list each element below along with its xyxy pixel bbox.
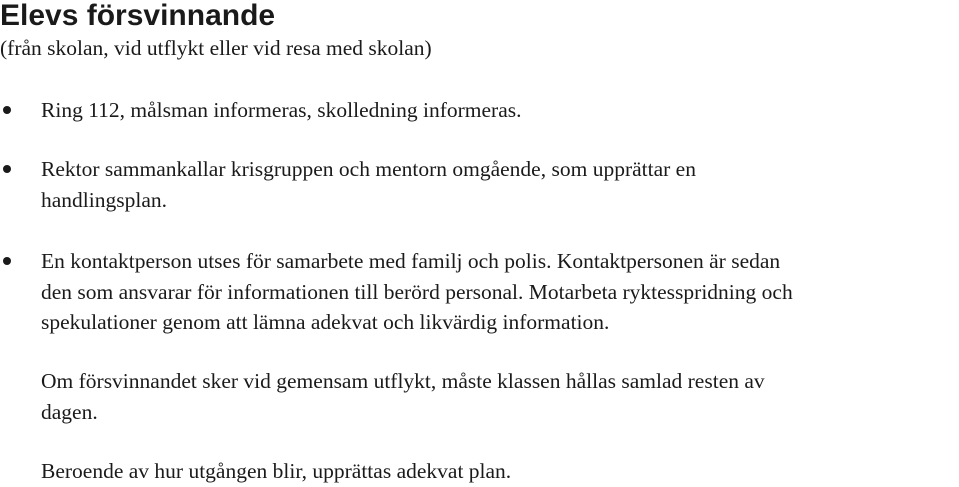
paragraph-text: dagen. — [41, 399, 98, 424]
bullet-icon — [3, 106, 11, 114]
list-item — [41, 154, 956, 215]
paragraph — [41, 456, 956, 487]
list-item — [41, 246, 956, 338]
list-item-text: handlingsplan. — [41, 187, 167, 212]
list-item-text: Ring 112, målsman informeras, skolledning informeras. — [41, 98, 522, 122]
list-item-text: spekulationer genom att lämna adekvat och likvärdig information. — [41, 310, 610, 334]
list-item-text: den som ansvarar för informationen till berörd personal. Motarbeta ryktesspridning och — [41, 279, 793, 304]
paragraph — [41, 366, 956, 427]
page-title: Elevs försvinnande — [0, 0, 276, 32]
bullet-icon — [3, 257, 11, 265]
bullet-icon — [3, 165, 11, 173]
list-item-text: En kontaktperson utses för samarbete med familj och polis. Kontaktpersonen är sedan — [41, 249, 781, 273]
page-subtitle: (från skolan, vid utflykt eller vid resa med skolan) — [0, 36, 432, 60]
list-item — [41, 95, 956, 126]
paragraph-text: Beroende av hur utgången blir, upprättas adekvat plan. — [41, 459, 512, 483]
paragraph-text: Om försvinnandet sker vid gemensam utflykt, måste klassen hållas samlad resten av — [41, 369, 765, 393]
list-item-text: Rektor sammankallar krisgruppen och mentorn omgående, som upprättar en — [41, 157, 696, 181]
